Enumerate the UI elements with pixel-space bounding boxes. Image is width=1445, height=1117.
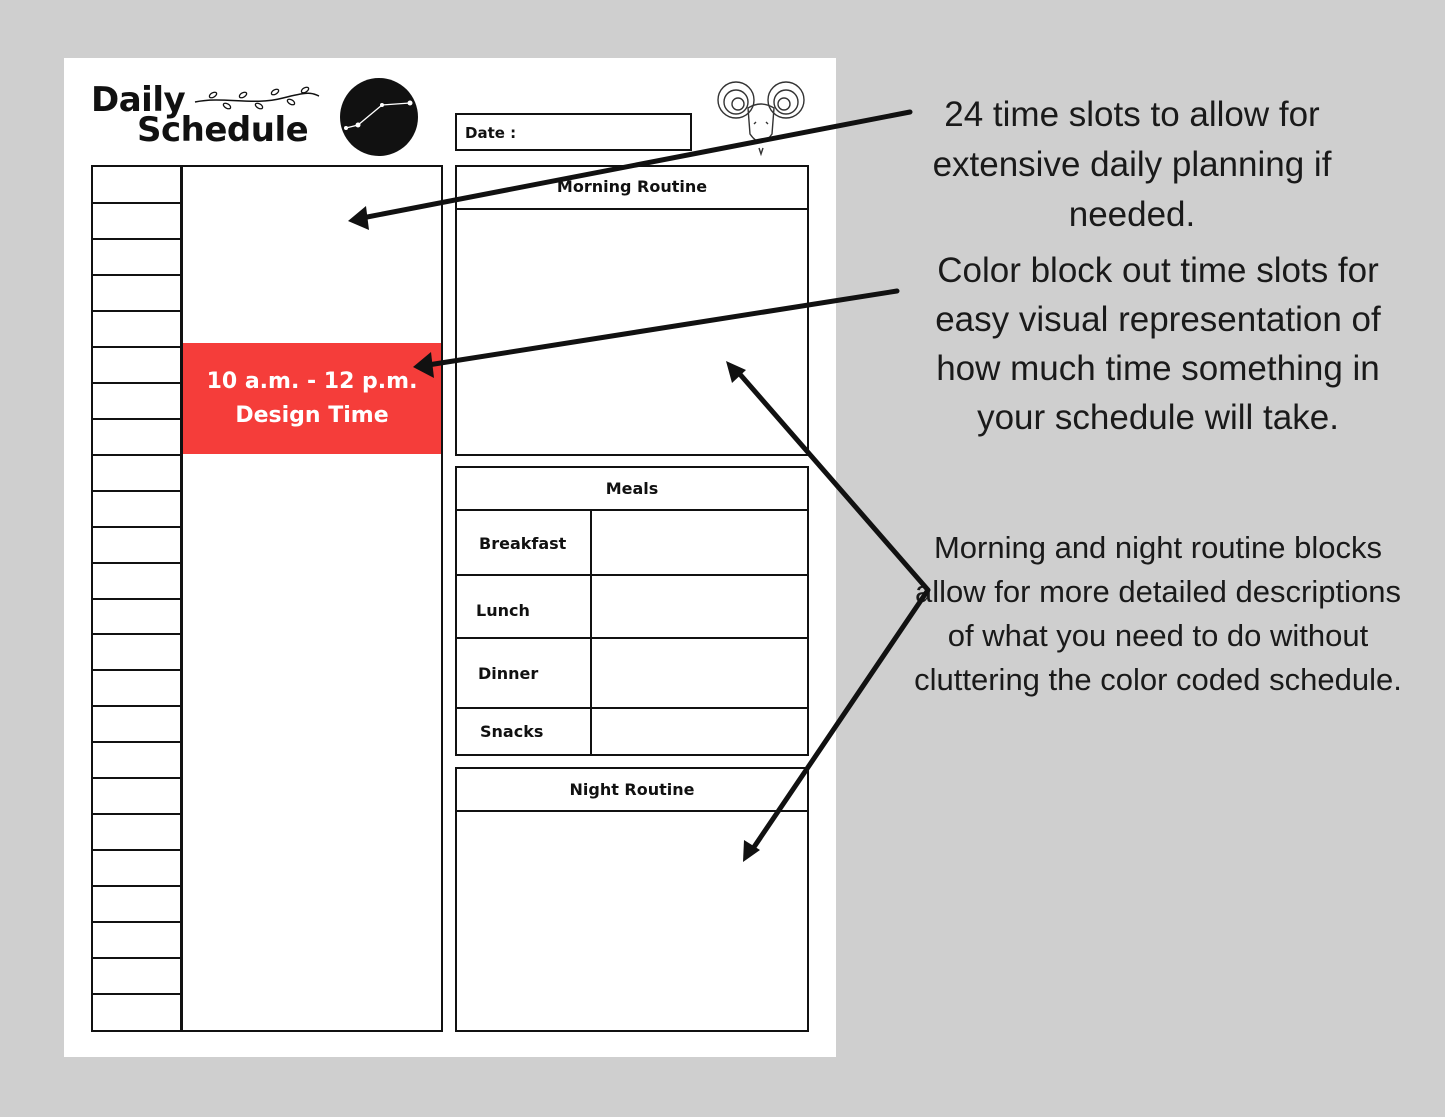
meal-dinner-label: Dinner bbox=[478, 664, 539, 683]
date-label: Date : bbox=[465, 124, 517, 142]
night-routine-title: Night Routine bbox=[569, 780, 695, 799]
block-time: 10 a.m. - 12 p.m. bbox=[206, 369, 418, 394]
arrow-line-color-block bbox=[428, 291, 897, 365]
meal-breakfast-label: Breakfast bbox=[479, 534, 567, 553]
annotation-time-slots: 24 time slots to allow for extensive daily planning if needed. bbox=[932, 95, 1332, 234]
annotation-color-block: Color block out time slots for easy visual representation of how much time something in your schedule will take. bbox=[935, 251, 1381, 437]
meal-lunch-label: Lunch bbox=[476, 601, 530, 620]
arrow-line-time-slots bbox=[362, 112, 910, 218]
arrow-head-icon bbox=[348, 206, 369, 230]
arrow-head-icon bbox=[413, 352, 434, 378]
annotation-routine-blocks: Morning and night routine blocks allow for more detailed descriptions of what you need to do without cluttering the color coded schedule. bbox=[914, 530, 1402, 697]
meals-title: Meals bbox=[605, 479, 659, 498]
title-daily: Daily bbox=[91, 80, 186, 120]
arrow-line-routines bbox=[738, 372, 928, 850]
block-title: Design Time bbox=[235, 403, 389, 428]
morning-routine-title: Morning Routine bbox=[556, 177, 708, 196]
title-schedule: Schedule bbox=[137, 110, 309, 150]
meal-snacks-label: Snacks bbox=[480, 722, 544, 741]
